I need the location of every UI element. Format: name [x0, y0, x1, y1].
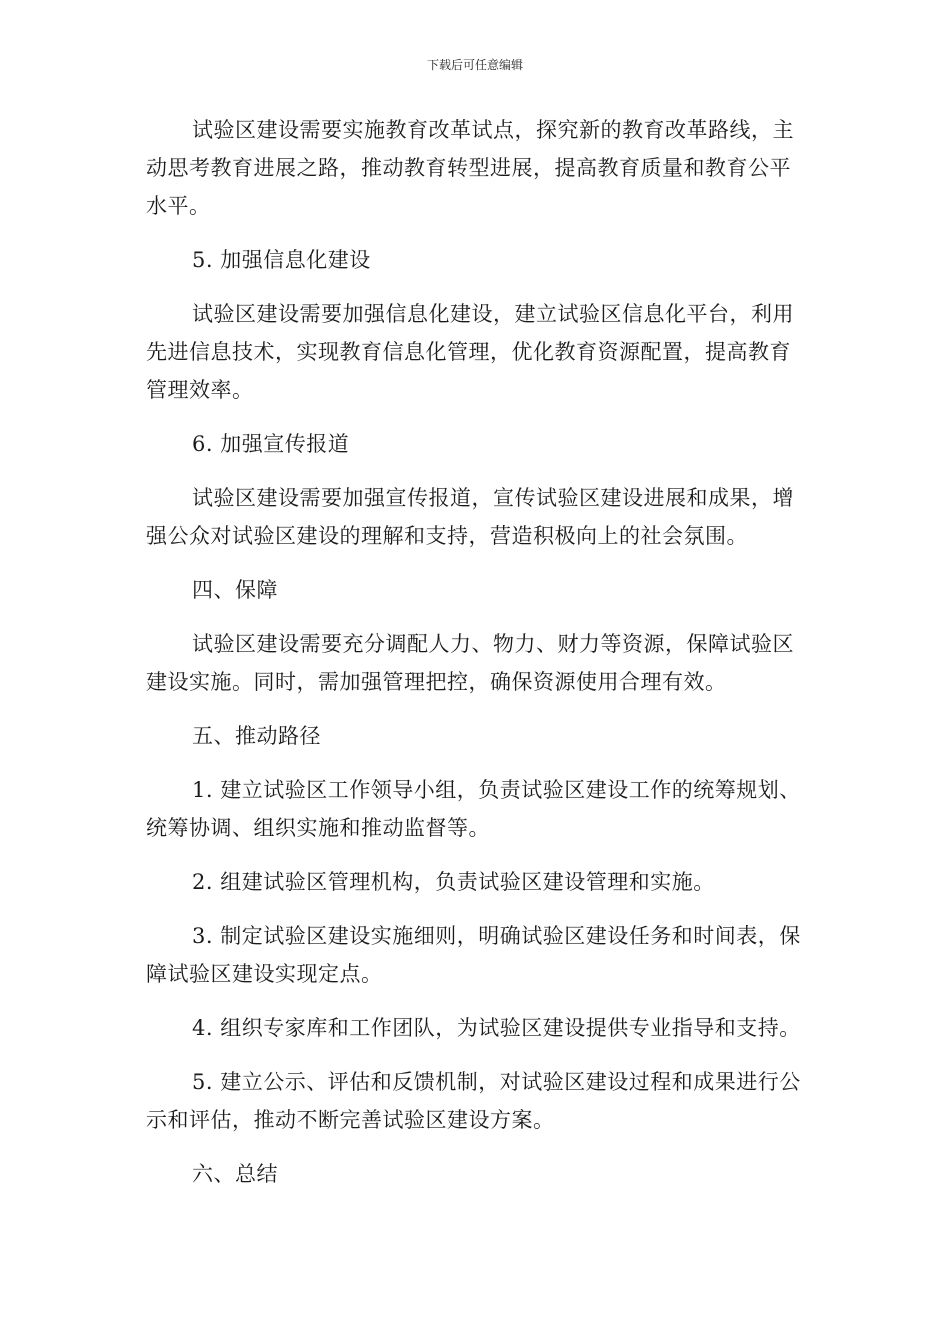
heading-guarantee: 四、保障: [192, 578, 278, 602]
document-body: [146, 111, 808, 1209]
list-item-implementation-rules: 3. 制定试验区建设实施细则，明确试验区建设任务和时间表，保障试验区建设实现定点。: [146, 924, 801, 986]
list-item-expert-team: 4. 组织专家库和工作团队，为试验区建设提供专业指导和支持。: [192, 1016, 801, 1040]
list-item-leadership-group: 1. 建立试验区工作领导小组，负责试验区建设工作的统筹规划、统筹协调、组织实施和推动监督等。: [146, 778, 801, 840]
heading-informatization: 5. 加强信息化建设: [192, 248, 371, 272]
paragraph-informatization: 试验区建设需要加强信息化建设，建立试验区信息化平台，利用先进信息技术，实现教育信息化管理，优化教育资源配置，提高教育管理效率。: [146, 302, 794, 402]
page-header-note: 下载后可任意编辑: [426, 58, 523, 72]
heading-publicity: 6. 加强宣传报道: [192, 432, 350, 456]
list-item-feedback-mechanism: 5. 建立公示、评估和反馈机制，对试验区建设过程和成果进行公示和评估，推动不断完善试验区建设方案。: [146, 1070, 801, 1132]
paragraph-publicity: 试验区建设需要加强宣传报道，宣传试验区建设进展和成果，增强公众对试验区建设的理解和支持，营造积极向上的社会氛围。: [146, 486, 794, 548]
paragraph-education-reform: 试验区建设需要实施教育改革试点，探究新的教育改革路线，主动思考教育进展之路，推动教育转型进展，提高教育质量和教育公平水平。: [146, 118, 794, 218]
paragraph-guarantee: 试验区建设需要充分调配人力、物力、财力等资源，保障试验区建设实施。同时，需加强管理把控，确保资源使用合理有效。: [146, 632, 794, 694]
heading-implementation-path: 五、推动路径: [192, 724, 321, 748]
heading-summary: 六、总结: [192, 1162, 278, 1186]
list-item-management-body: 2. 组建试验区管理机构，负责试验区建设管理和实施。: [192, 870, 715, 894]
